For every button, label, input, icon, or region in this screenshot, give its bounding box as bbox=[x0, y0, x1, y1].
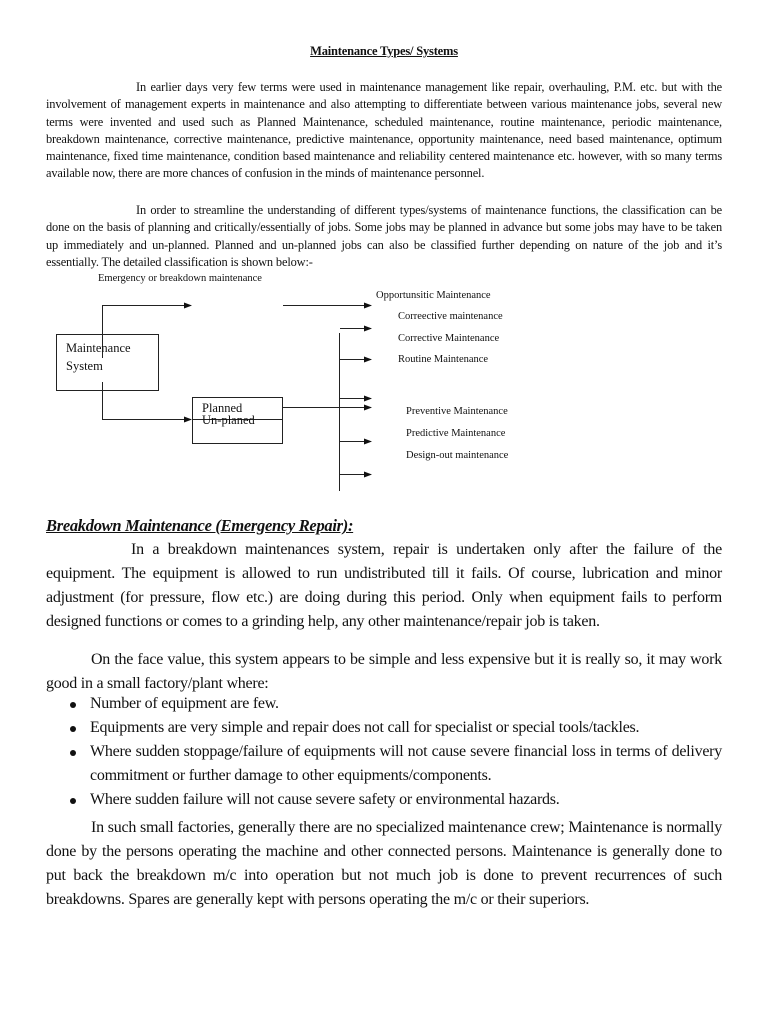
output-correective: Correective maintenance bbox=[398, 311, 503, 322]
emergency-breakdown-label: Emergency or breakdown maintenance bbox=[98, 273, 262, 284]
bullet-list bbox=[46, 692, 722, 812]
maintenance-system-box bbox=[66, 339, 131, 375]
section-paragraph-1-text: In a breakdown maintenances system, repair is undertaken only after the failure of the equipment. The equipment is allowed to run undistributed till it fails. Of course, lubrication and minor adjustment (for pressure, flow etc.) are doing during this period. Only when equipment fails to perform designed functions or comes to a grinding help, any other maintenance/repair job is taken. bbox=[46, 541, 722, 630]
bullet-icon bbox=[70, 702, 76, 708]
list-item-text: Where sudden failure will not cause severe safety or environmental hazards. bbox=[90, 791, 560, 808]
document-title: Maintenance Types/ Systems bbox=[310, 44, 458, 58]
list-item bbox=[46, 692, 722, 716]
root-box-line-2: System bbox=[66, 359, 103, 373]
middle-box-line-1: Planned bbox=[202, 401, 243, 415]
output-preventive: Preventive Maintenance bbox=[406, 406, 508, 417]
list-item bbox=[46, 716, 722, 740]
bullet-icon bbox=[70, 750, 76, 756]
bullet-icon bbox=[70, 726, 76, 732]
middle-box-line-2: Un-planed bbox=[202, 413, 255, 427]
section-paragraph-2 bbox=[46, 648, 722, 696]
list-item-text: Equipments are very simple and repair does not call for specialist or special tools/tackles. bbox=[90, 719, 640, 736]
root-box-line-1: Maintenance bbox=[66, 341, 131, 355]
output-corrective: Corrective Maintenance bbox=[398, 333, 500, 344]
output-design-out: Design-out maintenance bbox=[406, 450, 509, 461]
list-item bbox=[46, 788, 722, 812]
output-opportunistic: Opportunsitic Maintenance bbox=[376, 290, 491, 301]
list-item bbox=[46, 740, 722, 788]
output-routine: Routine Maintenance bbox=[398, 354, 489, 365]
section-paragraph-3 bbox=[46, 816, 722, 912]
intro-paragraph-2 bbox=[46, 202, 722, 271]
output-predictive: Predictive Maintenance bbox=[406, 428, 506, 439]
section-paragraph-2-text: On the face value, this system appears to be simple and less expensive but it is really so, it may work good in a small factory/plant where: bbox=[46, 651, 722, 692]
list-item-text: Number of equipment are few. bbox=[90, 695, 279, 712]
planned-unplanned-box bbox=[202, 402, 255, 426]
section-heading: Breakdown Maintenance (Emergency Repair): bbox=[46, 516, 354, 535]
intro-paragraph-2-text: In order to streamline the understanding of different types/systems of maintenance functions, the classification can be done on the basis of planning and critically/essentially of jobs. Some jobs may be planned in advance but some jobs may have to be taken up immediately and un-planned. Planned and un-planned jobs can also be classified further depending on nature of the job and it’s essentially. The detailed classification is shown below:- bbox=[46, 203, 722, 269]
intro-paragraph-1-text: In earlier days very few terms were used in maintenance management like repair, overhauling, P.M. etc. but with the involvement of management experts in maintenance and also attempting to differentiate between various maintenance jobs, several new terms were invented and used such as Planned Maintenance, scheduled maintenance, routine maintenance, periodic maintenance, breakdown maintenance, corrective maintenance, predictive maintenance, opportunity maintenance, need based maintenance, optimum maintenance, fixed time maintenance, condition based maintenance and reliability centered maintenance etc. however, with so many terms available now, there are more chances of confusion in the minds of maintenance personnel. bbox=[46, 80, 722, 181]
section-paragraph-3-text: In such small factories, generally there are no specialized maintenance crew; Maintenance is normally done by the persons operating the machine and other connected persons. Maintenance is generally done to put back the breakdown m/c into operation but not much job is done to prevent recurrences of such breakdowns. Spares are generally kept with persons operating the m/c or their superiors. bbox=[46, 819, 722, 908]
section-paragraph-1 bbox=[46, 538, 722, 634]
bullet-icon bbox=[70, 798, 76, 804]
intro-paragraph-1 bbox=[46, 79, 722, 183]
list-item-text: Where sudden stoppage/failure of equipments will not cause severe financial loss in terms of delivery commitment or further damage to other equipments/components. bbox=[90, 743, 722, 784]
